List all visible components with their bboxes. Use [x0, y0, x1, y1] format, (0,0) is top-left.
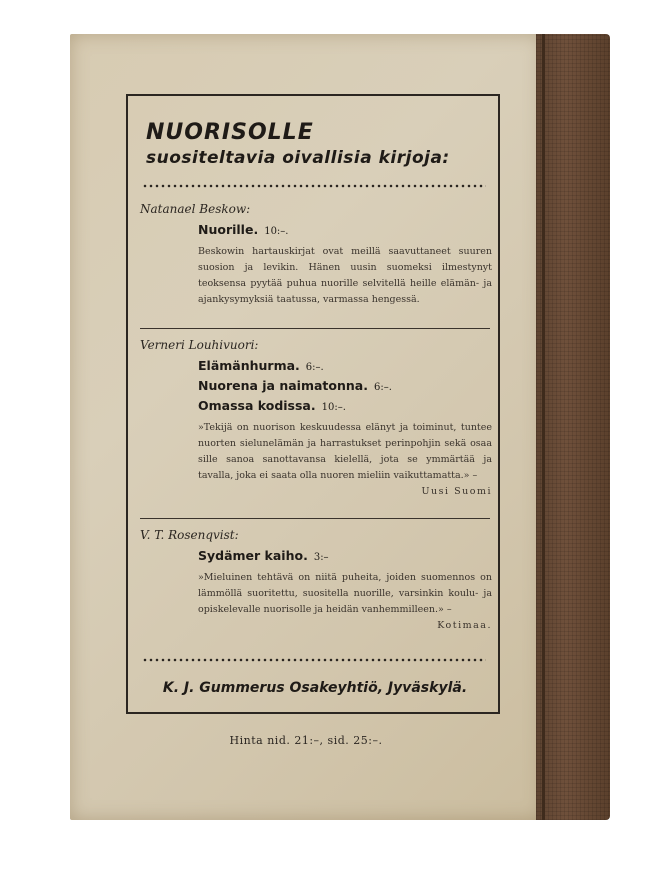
ad-title: NUORISOLLE: [146, 120, 314, 145]
dotted-divider-bottom: [142, 658, 486, 662]
author-rosenqvist: V. T. Rosenqvist:: [140, 528, 239, 542]
book-title: Nuorille. 10:–.: [198, 222, 289, 237]
review-source: Kotimaa.: [437, 620, 492, 631]
advertisement-frame: [126, 94, 500, 714]
book: [70, 34, 610, 820]
book-title: Elämänhurma. 6:–.: [198, 358, 324, 373]
book-title: Nuorena ja naimatonna. 6:–.: [198, 378, 392, 393]
ad-subtitle: suositeltavia oivallisia kirjoja:: [146, 148, 450, 168]
author-beskow: Natanael Beskow:: [140, 202, 251, 216]
dotted-divider-top: [142, 184, 486, 188]
book-review: »Mieluinen tehtävä on niitä puheita, joiden suomennos on lämmöllä suoritettu, suositella nuorille, varsinkin koulu- ja opiskelevalle nuorisolle ja heidän vanhemmilleen.» – Kotimaa.: [198, 570, 492, 634]
book-title: Omassa kodissa. 10:–.: [198, 398, 346, 413]
divider-line: [140, 518, 490, 519]
book-description: Beskowin hartauskirjat ovat meillä saavuttaneet suuren suosion ja levikin. Hänen uusin suomeksi ilmestynyt teoksensa pyytää puhua nuorille selvitellä heille elämän- ja ajankysymyksiä taatussa, varmassa hengessä.: [198, 246, 492, 305]
book-title: Sydämer kaiho. 3:–: [198, 548, 329, 563]
back-cover: [70, 34, 542, 820]
divider-line: [140, 328, 490, 329]
price-line: Hinta nid. 21:–, sid. 25:–.: [229, 734, 383, 747]
book-spine: [536, 34, 610, 820]
spine-edge: [542, 34, 545, 820]
publisher-name: K. J. Gummerus Osakeyhtiö, Jyväskylä.: [162, 680, 468, 696]
author-louhivuori: Verneri Louhivuori:: [140, 338, 259, 352]
book-review: »Tekijä on nuorison keskuudessa elänyt ja toiminut, tuntee nuorten sielunelämän ja harrastukset perinpohjin sekä osaa sille sanoa sanottavansa kielellä, jota se ymmärtää ja tavalla, joka ei saata olla nuoren mieliin vaikuttamatta.» – Uusi Suomi: [198, 420, 492, 500]
review-source: Uusi Suomi: [421, 486, 492, 497]
